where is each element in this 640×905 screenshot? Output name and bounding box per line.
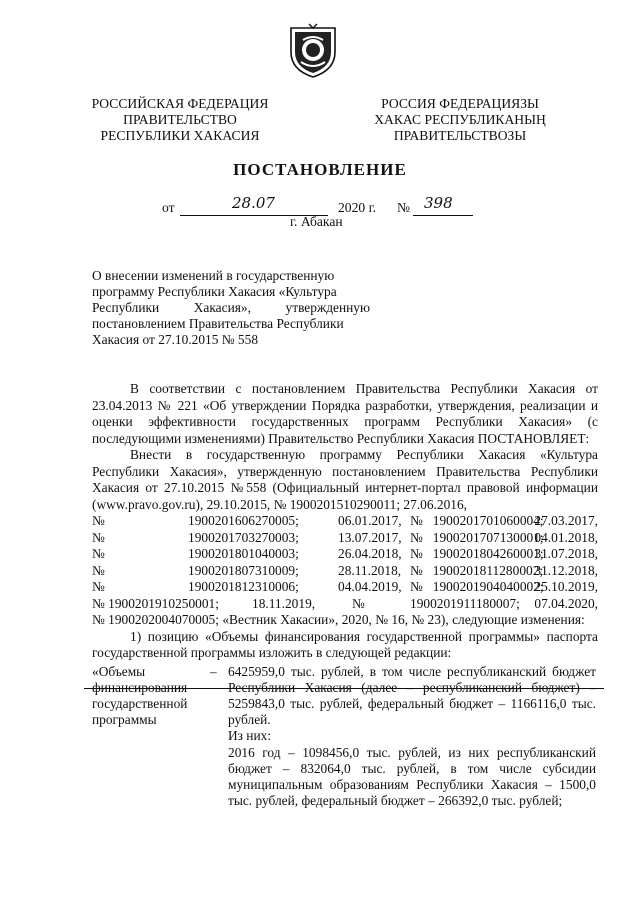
header-left-line: ПРАВИТЕЛЬСТВО: [123, 112, 237, 127]
reference-cell: [338, 563, 410, 580]
publication-reference-row: [92, 546, 598, 563]
reference-cell: [338, 530, 410, 547]
reference-token: 1900201701060004;: [432, 513, 544, 528]
reference-cell: [188, 579, 338, 596]
reference-token: 1900201812310006;: [188, 579, 299, 594]
reference-cell: [506, 546, 598, 563]
amendment-paragraph-end: № 1900202004070005; «Вестник Хакасии», 2020, № 16, № 23), следующие изменения:: [92, 612, 585, 627]
reference-token: 06.01.2017,: [338, 513, 402, 528]
subject-word: Республики: [92, 300, 160, 315]
reference-cell: [338, 579, 410, 596]
reference-cell: [92, 579, 188, 596]
reference-token: №: [410, 513, 423, 528]
publication-reference-row: [92, 563, 598, 580]
table-value-cell: [228, 664, 596, 810]
reference-cell: [410, 546, 544, 563]
date-from-label: от: [162, 200, 175, 215]
preamble-paragraph: В соответствии с постановлением Правительства Республики Хакасия от 23.04.2013 № 221 «Об утверждении Порядка разработки, утверждения, реализации и оценки эффективности государственных программ Республики Хакасия» (с последующими изменениями) Правительство Республики Хакасия ПОСТАНОВЛЯЕТ:: [92, 381, 598, 446]
reference-cell: [188, 513, 338, 530]
subject-word: утвержденную: [285, 300, 370, 315]
reference-token: 28.11.2018,: [338, 562, 402, 578]
header-left-line: РЕСПУБЛИКИ ХАКАСИЯ: [100, 128, 260, 143]
reference-token: №: [92, 579, 105, 594]
publication-reference-row: [92, 530, 598, 547]
subject-line: постановлением Правительства Республики: [92, 316, 344, 331]
number-sign: №: [397, 200, 410, 215]
reference-cell: [188, 563, 338, 580]
publication-references: [92, 513, 598, 596]
reference-cell: [338, 513, 410, 530]
table-label-cell: «Объемы финансирования государственной программы: [92, 663, 188, 728]
publication-reference-row: [92, 579, 598, 596]
reference-token: 26.04.2018,: [338, 546, 402, 561]
reference-cell: [92, 563, 188, 580]
reference-token: 31.12.2018,: [534, 562, 598, 578]
reference-token: 1900201804260001;: [432, 546, 544, 561]
subject-word: Хакасия»,: [193, 300, 251, 315]
subject-line: Хакасия от 27.10.2015 № 558: [92, 332, 259, 347]
reference-token: №: [92, 529, 105, 545]
reference-cell: [338, 546, 410, 563]
table-dash: –: [210, 663, 217, 679]
reference-cell: [188, 546, 338, 563]
subject-line: О внесении изменений в государственную: [92, 268, 335, 283]
table-value-text: Из них:: [228, 728, 272, 744]
document-subject: [92, 268, 370, 348]
reference-token: №: [92, 562, 105, 578]
document-body: [92, 381, 598, 809]
reference-cell: [506, 513, 598, 530]
date-handwritten: 28.07: [232, 194, 275, 212]
header-left-block: [80, 96, 280, 144]
reference-cell: [410, 513, 544, 530]
amendment-paragraph: Внести в государственную программу Республики Хакасия «Культура Республики Хакасия», утвержденную постановлением Правительства Республики Хакасия от 27.10.2015 №558 (Официальный интернет-портал правовой информации (www.pravo.gov.ru), 29.10.2015, № 1900201510290011; 27.06.2016,: [92, 447, 598, 512]
reference-cell: [410, 529, 544, 547]
reference-token: 1900201807310009;: [188, 562, 299, 578]
reference-token: 25.10.2019,: [534, 579, 598, 594]
reference-token: №: [92, 546, 105, 561]
item-1-paragraph: 1) позицию «Объемы финансирования государственной программы» паспорта государственной программы изложить в следующей редакции:: [92, 628, 598, 660]
table-value-text: 2016 год – 1098456,0 тыс. рублей, из них республиканский бюджет – 832064,0 тыс. рублей, в том числе субсидии муниципальным образованиям Республики Хакасия – 1500,0 тыс. рублей, федеральный бюджет – 266392,0 тыс. рублей;: [228, 744, 596, 809]
header-right-line: ПРАВИТЕЛЬСТВОЗЫ: [393, 128, 527, 143]
reference-cell: [410, 579, 544, 596]
reference-token: №: [92, 513, 105, 528]
publication-reference-row: [92, 513, 598, 530]
reference-token: №: [410, 529, 423, 545]
reference-token: 1900201904040002;: [432, 579, 544, 594]
table-top-rule: [84, 688, 604, 689]
reference-cell: [410, 562, 544, 580]
header-left-line: РОССИЙСКАЯ ФЕДЕРАЦИЯ: [91, 96, 269, 111]
reference-token: №: [410, 579, 423, 594]
reference-cell: №: [352, 595, 365, 611]
number-handwritten: 398: [424, 194, 453, 212]
reference-token: 1900201811280002;: [432, 562, 544, 578]
reference-token: 1900201703270003;: [188, 529, 299, 545]
reference-cell: 1900201911180007;: [410, 595, 520, 611]
reference-cell: [188, 530, 338, 547]
city-label: г. Абакан: [290, 214, 343, 229]
header-right-line: ХАКАС РЕСПУБЛИКАНЫҢ: [374, 112, 546, 127]
reference-cell: 07.04.2020,: [534, 595, 598, 611]
reference-token: 1900201801040003;: [188, 546, 299, 561]
subject-line: программу Республики Хакасия «Культура: [92, 284, 337, 299]
reference-cell: 18.11.2019,: [252, 595, 316, 611]
header-right-block: [365, 96, 555, 144]
coat-of-arms-emblem: [287, 22, 339, 80]
reference-token: 1900201707130001;: [432, 529, 544, 545]
document-title: ПОСТАНОВЛЕНИЕ: [233, 160, 407, 179]
reference-token: №: [410, 562, 423, 578]
reference-token: 04.01.2018,: [534, 529, 598, 545]
reference-cell: [506, 530, 598, 547]
publication-reference-row: [92, 596, 598, 613]
subject-line: [92, 300, 370, 316]
reference-token: 04.04.2019,: [338, 579, 402, 594]
reference-token: 13.07.2017,: [338, 529, 402, 545]
reference-token: 31.07.2018,: [534, 546, 598, 561]
number-underline: [413, 215, 473, 216]
reference-token: 1900201606270005;: [188, 513, 299, 528]
year-label: 2020 г.: [338, 200, 377, 215]
table-value-text: 6425959,0 тыс. рублей, в том числе республиканский бюджет Республики Хакасия (далее – республиканский бюджет) – 5259843,0 тыс. рублей, федеральный бюджет – 1166116,0 тыс. рублей.: [228, 663, 596, 728]
reference-token: 27.03.2017,: [534, 513, 598, 528]
reference-cell: [92, 513, 188, 530]
header-right-line: РОССИЯ ФЕДЕРАЦИЯЗЫ: [381, 96, 539, 111]
reference-cell: [92, 546, 188, 563]
reference-cell: [506, 579, 598, 596]
reference-cell: [92, 530, 188, 547]
reference-cell: № 1900201910250001;: [92, 595, 219, 611]
passport-table-row: [92, 664, 598, 810]
reference-token: №: [410, 546, 423, 561]
reference-cell: [506, 563, 598, 580]
